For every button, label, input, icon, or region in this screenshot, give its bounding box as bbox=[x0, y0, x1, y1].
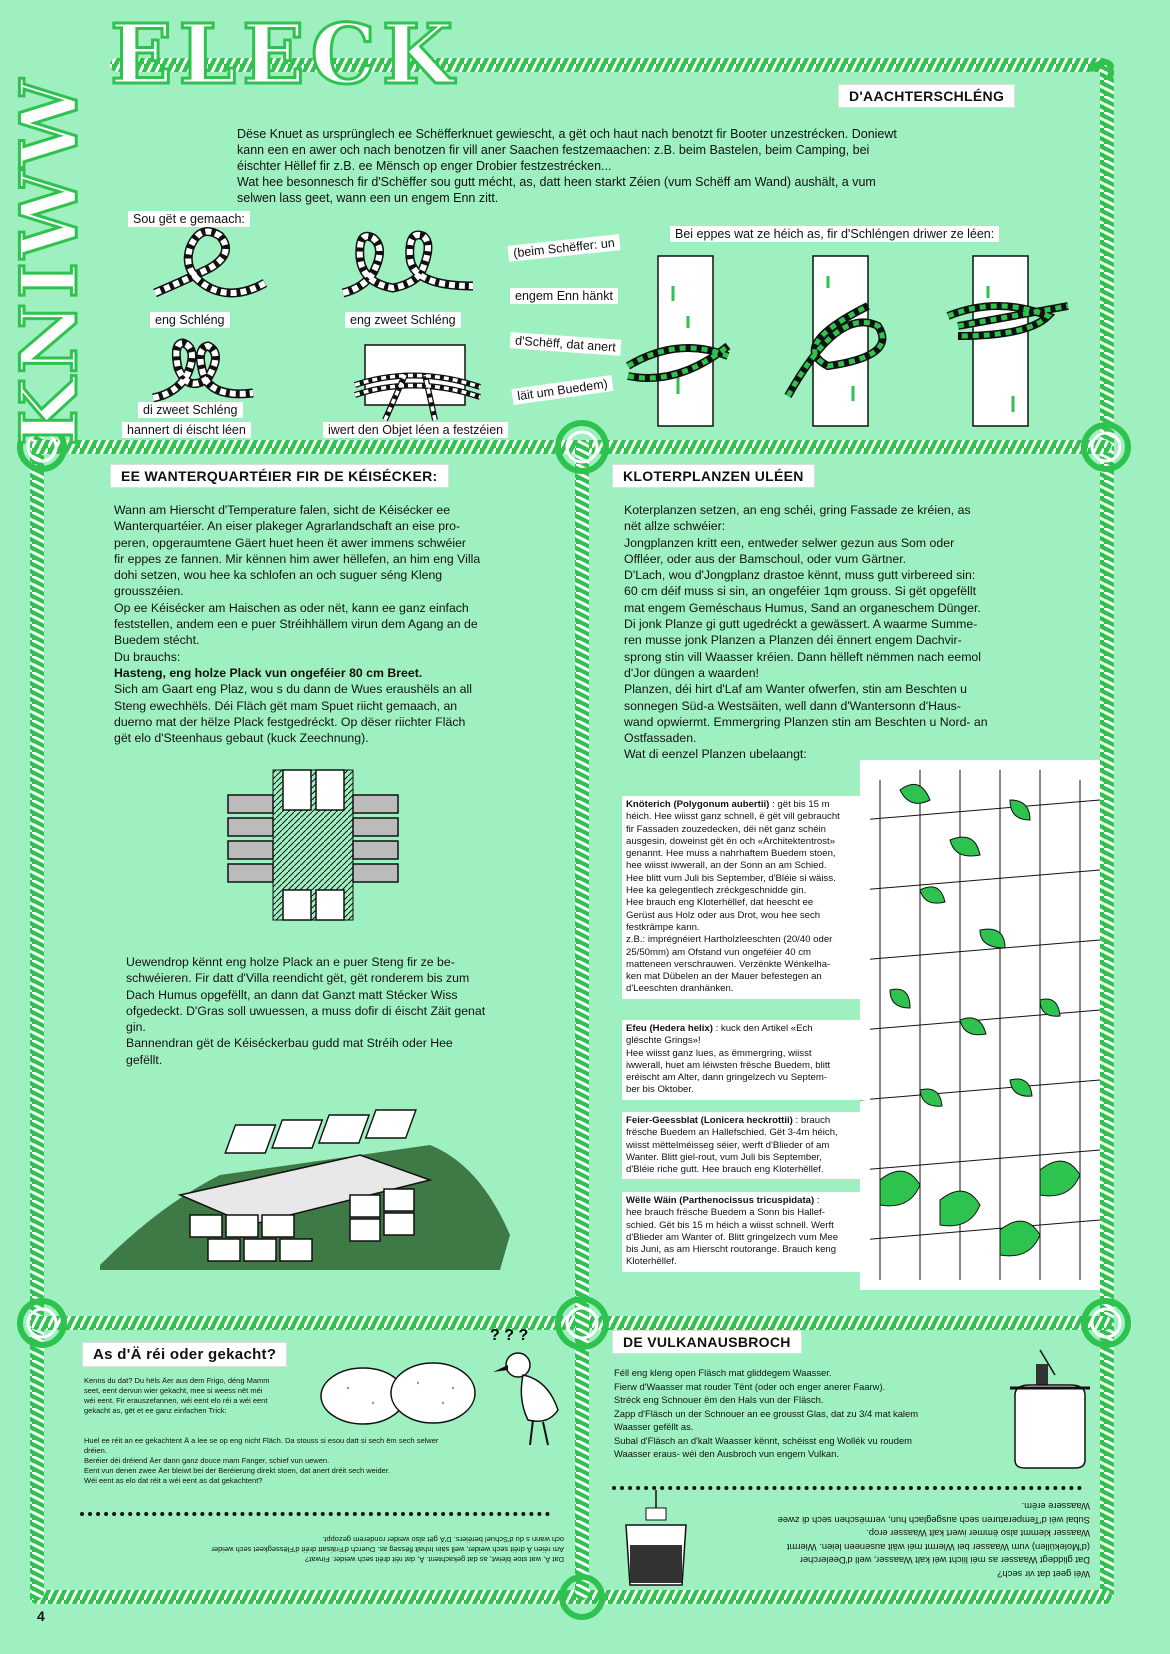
volcano-text: Féll eng kleng open Fläsch mat gliddegem Waasser. Fierw d'Waasser mat rouder Tënt (oder och enger anerer Faarw). Stréck eng Schnouer ëm den Hals vun der Fläsch. Zapp d'Fläsch un der Schnouer an ee grousst Glas, dat zu 3/4 mat kalem Waasser gefëllt as. Subal d'Fläsch an d'kalt Waasser kënnt, schéisst eng Wollék vu roudem Waasser eraus- wéi den Ausbroch vun engem Vulkan. bbox=[614, 1367, 919, 1459]
pole-drawings bbox=[628, 246, 1068, 426]
knot-step4-drawing bbox=[355, 345, 485, 425]
hedgehog-title: EE WANTERQUARTÉIER FIR DE KÉISÉCKER: bbox=[110, 464, 449, 488]
volcano-title: DE VULKANAUSBROCH bbox=[612, 1330, 802, 1354]
step3-label-2: hannert di éischt léen bbox=[122, 422, 251, 438]
plant-4-text: Wëlle Wäin (Parthenocissus tricuspidata) : hee brauch frësche Buedem a Sonn bis Hallef- schied. Gët bis 15 m héich a wiisst schnell. Werft d'Blieder am Wanter of. Blitt gringelzech vum Mee bis Juni, as am Hierscht routorange. Brauch keng Kloterhëllef. bbox=[622, 1192, 870, 1272]
eggs-drawing bbox=[318, 1358, 478, 1428]
bottle-drawing bbox=[616, 1490, 696, 1590]
stone-house-plan-drawing bbox=[228, 770, 398, 920]
title-vertical: KNIWW bbox=[3, 74, 95, 446]
knot-step1-drawing bbox=[150, 228, 270, 308]
plants-title: KLOTERPLANZEN ULÉEN bbox=[612, 464, 815, 488]
ship-label-3: d'Schëff, dat anert bbox=[510, 332, 622, 356]
eggs-text: Kenns du dat? Du hëls Äer aus dem Frigo, déng Mamm seet, eent dervun wier gekacht, mee si weess nët méi wéi eent. Fir erauszefannen, wéi eent elo réi a wéi eent gekacht as, gët et ee ganz einfachen Trick: bbox=[84, 1376, 270, 1415]
step4-label: iwert den Objet léen a festzéien bbox=[323, 422, 508, 438]
knot-title: D'AACHTERSCHLÉNG bbox=[838, 84, 1015, 108]
bird-drawing bbox=[488, 1320, 578, 1450]
step1-label: eng Schléng bbox=[150, 312, 230, 328]
plants-text: Koterplanzen setzen, an eng schéi, gring Fassade ze kréien, as nët allze schwéier: Jongplanzen kritt een, entweder selwer gezun aus Som oder Offléer, oder aus der Bamschoul, oder vum Gärtner. D'Lach, wou d'Jongplanz drastoe kënnt, muss gutt virbereed sin: 60 cm déif muss si sin, an ongeféier 1qm grouss. Si gët opgefëllt mat engem Geméschaus Humus, Sand an organeschem Dünger. Di jonk Planze gi gutt ugedréckt a gewässert. A waarme Summe- ren musse jonk Planzen a Planzen déi ënnert engem Dachvir- sprong stin vill Waasser kréien. Dann hëlleft nëmmen nach eemol d'Jor düngen a waarden! Planzen, déi hirt d'Laf am Wanter ofwerfen, stin am Beschten u sonnegen Süd-a Westsäiten, well dann d'Wantersonn d'Haus- wand opwiermt. Emmergring Planzen stin am Beschten u Nord- an Ostfassaden. Wat di eenzel Planzen ubelaangt: bbox=[624, 503, 988, 762]
title-horizontal: ELECK bbox=[110, 7, 460, 103]
eggs-answer-upside-down: Dat Ä, wat stoe bleiwt, as dat gekachtent. Ä, dat réit dréit sech weider. Firwat? Am réien Ä dréit sech weider, well säin Inhalt flësseg as. Duerch d'Fräisatt dréit d'Flëssegkeet sech weider och wann s du d'Schuel beréiers. D'Ä gët also weider ronderem gezoppt. bbox=[211, 1535, 564, 1564]
svg-text:? ? ?: ? ? ? bbox=[490, 1327, 529, 1344]
ship-label-2: engem Enn hänkt bbox=[510, 288, 618, 304]
trellis-plants-drawing bbox=[860, 760, 1100, 1290]
step3-label-1: di zweet Schléng bbox=[138, 402, 243, 418]
hedgehog-text-2: Uewendrop kënnt eng holze Plack an e puer Steng fir ze be- schwéieren. Fir datt d'Villa reendicht gët, gët ronderem bis zum Dach Humus opgefëllt, an dann dat Ganzt matt Stécker Wiss ofgedeckt. D'Gras soll uwuessen, a muss dofir di éischt Zäit genat gin. Bannendran gët de Kéiséckerbau gudd mat Stréih oder Hee gefëllt. bbox=[126, 955, 486, 1067]
eggs-divider bbox=[80, 1512, 550, 1516]
volcano-answer-upside-down: Wéi geet dat vir sech? Dat gliddegt Waasser as méi liicht wéi kalt Waasser, well d'Deelercher (d'Moleküllen) vum Waasser bei Wiermt méi wäit auseneen leien. Wiermt Waasser klemmt also ëmmer iwert kalt Waasser erop. Subal wéi d'Temperaturen sech ausgeglach hun, vermëschen sech di zwee Waassere erëm. bbox=[777, 1501, 1090, 1580]
how-label: Sou gët e gemaach: bbox=[128, 211, 250, 227]
hedgehog-text: Wann am Hierscht d'Temperature falen, sicht de Kéisécker ee Wanterquartéier. An eiser plakeger Agrarlandschaft an eise pro- peren, opgeraumtene Gäert huet heen ët awer immens schwéier fir eppes ze fannen. Mir kënnen him awer hëllefen, an him eng Villa dohi setzen, wou hee ka schlofen an och suguer séng Kleng grousszéien. Op ee Kéisécker am Haischen as oder nët, kann ee ganz einfach feststellen, andem een e puer Stréihhällem virun dem Agang an de Buedem stécht. Du brauchs: Hasteng, eng holze Plack vun ongeféier 80 cm Breet. Sich am Gaart eng Plaz, wou s du dann de Wues eraushëls an all Steng ewechhëls. Déi Fläch gët mam Spuet riicht gemaach, an duerno mat der hëlze Plack festgedréckt. Op dëser riichter Fläch gët elo d'Steenhaus gebaut (kuck Zeechnung). bbox=[114, 503, 481, 746]
plant-2-text: Efeu (Hedera helix) : kuck den Artikel «Ech gléschte Grings»! Hee wiisst ganz lues, as ëmmergring, wiisst iwwerall, huet am léiwsten frësche Buedem, blitt eréischt am Alter, dann gringelzech vu Septem- ber bis Oktober. bbox=[622, 1020, 870, 1100]
page-number: 4 bbox=[37, 1608, 45, 1624]
plant-3-text: Feier-Geessblat (Lonicera heckrottii) : brauch frësche Buedem an Hallefschied. Gët 3-4m héich, wiisst mëttelméisseg séier, werft d'Blieder of am Wanter. Blitt giel-rout, vum Juli bis September, d'Bléie riche gutt. Hee brauch eng Kloterhëllef. bbox=[622, 1112, 870, 1179]
eggs-title: As d'Ä réi oder gekacht? bbox=[82, 1342, 287, 1367]
knot-intro: Dëse Knuet as ursprünglech ee Schëfferknuet gewiescht, a gët och haut nach benotzt fir Booter unzestrécken. Doniewt kann een en awer och nach benotzen fir vill aner Saachen festzemaachen: z.B. beim Bastelen, beim Camping, bei éischter Hëllef fir z.B. ee Mënsch op enger Drobier festzestrécken... Wat hee besonnesch fir d'Schëffer sou gutt mécht, as, datt heen starkt Zéien (vum Schëff am Wand) aushält, a vum selwen lass geet, wann een un engem Enn zitt. bbox=[237, 127, 897, 205]
hedgehog-house-drawing bbox=[100, 1085, 510, 1275]
pole-label: Bei eppes wat ze héich as, fir d'Schléngen driwer ze léen: bbox=[670, 226, 999, 242]
ship-label-4: läit um Buedem) bbox=[511, 375, 613, 405]
eggs-text-2: Huel ee réit an ee gekachtent Ä a lee se op eng nicht Fläch. Da stouss si esou datt si sech ëm sech selwer dréien. Beréier déi dréiend Äer dann ganz douce mam Fanger, schief vun uewen. Eent vun denen zwee Äer bleiwt bei der Beréierung direkt stoen, dat anert dréit sech weider. Wéi eent as elo dat réit a wéi eent as dat gekachtent? bbox=[84, 1436, 439, 1485]
ship-label-1: (beim Schëffer: un bbox=[507, 234, 620, 262]
knot-step3-drawing bbox=[148, 338, 258, 408]
knot-step2-drawing bbox=[338, 228, 478, 308]
plant-1-text: Knöterich (Polygonum aubertii) : gët bis 15 m héich. Hee wiisst ganz schnell, ë gët vill gebraucht fir Fassaden zouzedecken, dëi nët ganz schéin ausgesin, doweinst gët ën och «Architektentrost» genannt. Hee muss a nahrhaftem Buedem stoen, hee wiisst iwwerall, an der Sonn an am Schied. Hee blitt vum Juli bis September, d'Bléie si wäiss. Hee ka gelegentlech zréckgeschnidde gin. Hee brauch eng Kloterhëllef, dat heescht ee Gerüst aus Holz oder aus Drot, wou hee sech festkrämpe kann. z.B.: imprégnéiert Hartholzleeschten (20/40 oder 25/50mm) am Ofstand vun ongeféier 40 cm matteneen verschrauwen. Verzënkte Wénkelha- ken mat Dübelen an der Mauer befestegen an d'Leeschten dranhänken. bbox=[622, 796, 870, 999]
glass-jar-drawing bbox=[1000, 1350, 1100, 1470]
step2-label: eng zweet Schléng bbox=[345, 312, 461, 328]
